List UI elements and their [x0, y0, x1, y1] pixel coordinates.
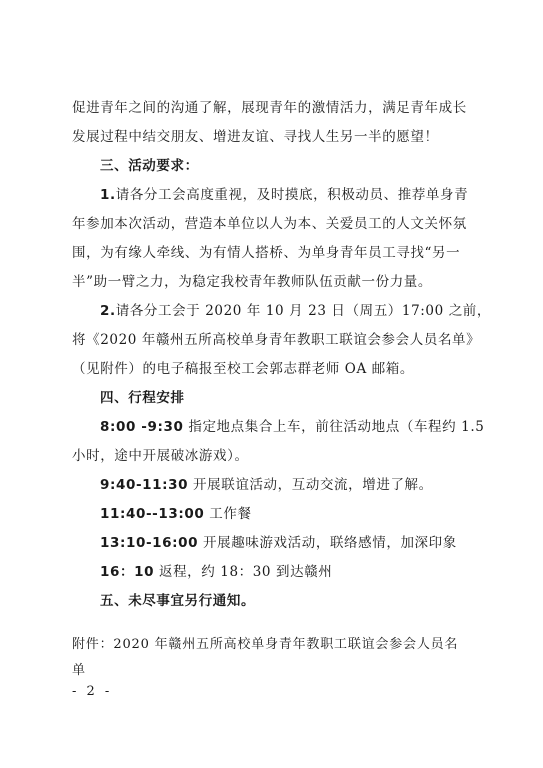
schedule-time: 16：10 — [100, 564, 155, 580]
page-number: - 2 - — [72, 684, 113, 699]
paragraph-line: 促进青年之间的沟通了解，展现青年的激情活力，满足青年成长 — [72, 100, 467, 116]
schedule-time: 13:10-16:00 — [100, 535, 199, 551]
schedule-text: 开展联谊活动，互动交流，增进了解。 — [188, 477, 433, 493]
requirement-text: 请各分工会于 2020 年 10 月 23 日（周五）17:00 之前， — [115, 303, 491, 319]
requirement-number: 1. — [100, 187, 116, 203]
paragraph-line: 年参加本次活动，营造本单位以人为本、关爱员工的人文关怀氛 — [72, 216, 467, 232]
schedule-item — [100, 418, 484, 436]
requirement-number: 2. — [100, 303, 116, 319]
schedule-text: 工作餐 — [204, 506, 252, 522]
section-heading-other: 五、未尽事宜另行通知。 — [100, 593, 256, 609]
schedule-item — [100, 563, 332, 581]
schedule-text: 返程，约 18：30 到达赣州 — [154, 564, 333, 580]
section-heading-requirements: 三、活动要求： — [100, 158, 199, 174]
attachment-line: 附件：2020 年赣州五所高校单身青年教职工联谊会参会人员名 — [72, 637, 459, 652]
paragraph-line: 将《2020 年赣州五所高校单身青年教职工联谊会参会人员名单》 — [72, 332, 481, 348]
paragraph-line: （见附件）的电子稿报至校工会郭志群老师 OA 邮箱。 — [72, 361, 414, 377]
paragraph-line: 半”助一臂之力，为稳定我校青年教师队伍贡献一份力量。 — [72, 274, 433, 290]
requirement-1-line — [100, 186, 468, 204]
paragraph-line: 小时，途中开展破冰游戏）。 — [72, 448, 249, 464]
requirement-text: 请各分工会高度重视，及时摸底，积极动员、推荐单身青 — [115, 187, 469, 203]
attachment-line: 单 — [72, 663, 86, 678]
schedule-text: 指定地点集合上车，前往活动地点（车程约 1.5 — [183, 419, 485, 435]
requirement-2-line — [100, 302, 491, 320]
section-heading-schedule: 四、行程安排 — [100, 390, 185, 406]
schedule-item — [100, 476, 433, 494]
schedule-time: 9:40-11:30 — [100, 477, 189, 493]
schedule-item — [100, 505, 252, 523]
schedule-item — [100, 534, 457, 552]
schedule-text: 开展趣味游戏活动，联络感情，加深印象 — [198, 535, 457, 551]
paragraph-line: 发展过程中结交朋友、增进友谊、寻找人生另一半的愿望！ — [72, 129, 439, 145]
schedule-time: 8:00 -9:30 — [100, 419, 184, 435]
paragraph-line: 围，为有缘人牵线、为有情人搭桥、为单身青年员工寻找“另一 — [72, 245, 461, 261]
schedule-time: 11:40--13:00 — [100, 506, 205, 522]
